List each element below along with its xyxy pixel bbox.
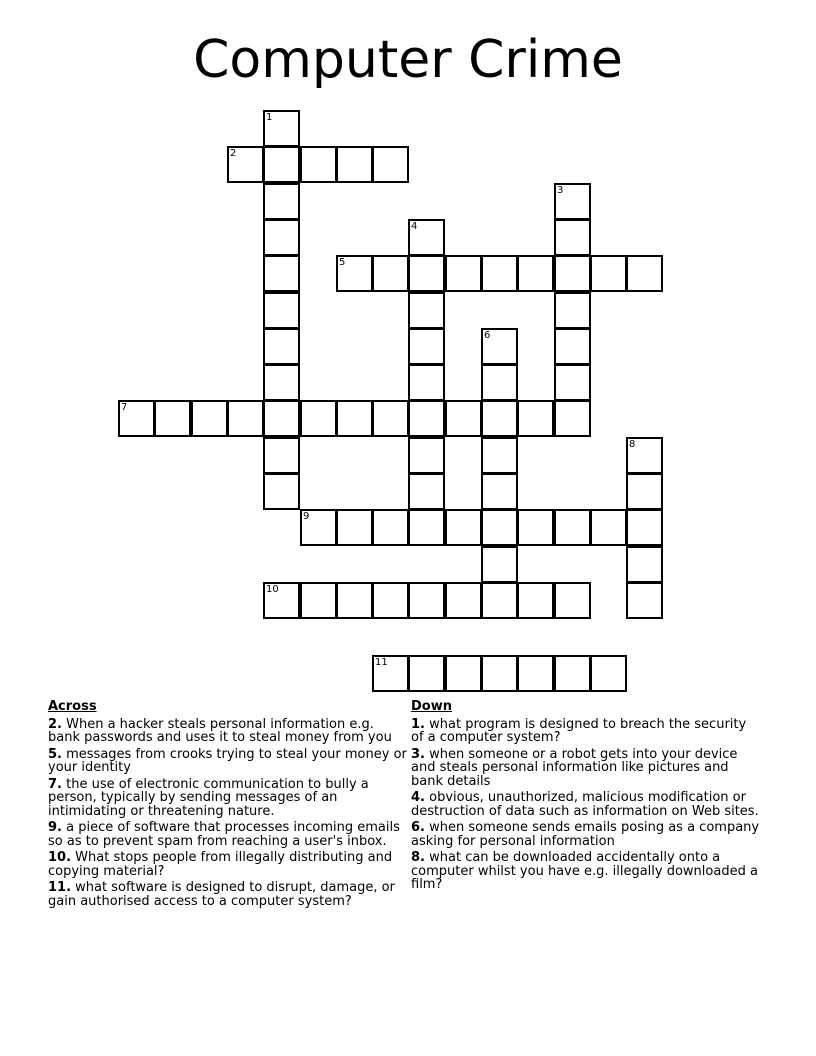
page-title: Computer Crime	[193, 30, 623, 90]
grid-cell[interactable]	[554, 582, 591, 619]
cell-number: 8	[629, 439, 636, 450]
grid-cell[interactable]	[263, 473, 300, 510]
grid-cell[interactable]	[227, 400, 264, 437]
clue-number: 5.	[48, 746, 62, 762]
clue-text: what program is designed to breach the security of a computer system?	[411, 716, 747, 745]
grid-cell[interactable]	[481, 582, 518, 619]
grid-cell[interactable]	[408, 509, 445, 546]
across-clue	[48, 778, 408, 819]
grid-cell[interactable]	[554, 255, 591, 292]
grid-cell[interactable]	[408, 655, 445, 692]
across-heading: Across	[48, 699, 97, 714]
grid-cell[interactable]	[263, 364, 300, 401]
grid-cell[interactable]	[408, 328, 445, 365]
cell-number: 9	[303, 511, 310, 522]
down-heading: Down	[411, 699, 452, 714]
grid-cell[interactable]	[300, 146, 337, 183]
grid-cell[interactable]	[517, 582, 554, 619]
clue-number: 9.	[48, 820, 62, 835]
grid-cell[interactable]	[336, 509, 373, 546]
grid-cell[interactable]	[626, 509, 663, 546]
grid-cell[interactable]	[372, 400, 409, 437]
clue-text: a piece of software that processes incoming emails so as to prevent spam from reaching a user's inbox.	[48, 820, 400, 849]
grid-cell[interactable]	[154, 400, 191, 437]
grid-cell[interactable]	[590, 655, 627, 692]
grid-cell[interactable]	[554, 219, 591, 256]
cell-number: 4	[411, 221, 418, 232]
grid-cell[interactable]	[336, 146, 373, 183]
down-clue	[411, 718, 761, 745]
grid-cell[interactable]	[227, 146, 264, 183]
clue-text: When a hacker steals personal information e.g. bank passwords and uses it to steal money from you	[48, 716, 392, 745]
grid-cell[interactable]	[408, 255, 445, 292]
grid-cell[interactable]	[336, 400, 373, 437]
grid-cell[interactable]	[408, 219, 445, 256]
grid-cell[interactable]	[408, 473, 445, 510]
clue-number: 10.	[48, 850, 72, 865]
cell-number: 2	[230, 148, 237, 159]
clue-number: 2.	[48, 716, 62, 732]
across-clue	[48, 821, 408, 848]
cell-number: 3	[557, 185, 564, 196]
grid-cell[interactable]	[481, 546, 518, 583]
grid-cell[interactable]	[590, 255, 627, 292]
grid-cell[interactable]	[481, 364, 518, 401]
clue-number: 8.	[411, 850, 425, 865]
across-clue	[48, 881, 408, 908]
grid-cell[interactable]	[445, 400, 482, 437]
clue-text: obvious, unauthorized, malicious modification or destruction of data such as information on Web sites.	[411, 790, 759, 819]
grid-cell[interactable]	[408, 364, 445, 401]
grid-cell[interactable]	[445, 582, 482, 619]
grid-cell[interactable]	[263, 400, 300, 437]
grid-cell[interactable]	[517, 655, 554, 692]
grid-cell[interactable]	[626, 255, 663, 292]
grid-cell[interactable]	[554, 364, 591, 401]
grid-cell[interactable]	[336, 255, 373, 292]
clue-text: what can be downloaded accidentally onto a computer whilst you have e.g. illegally downloaded a film?	[411, 850, 758, 892]
down-clues	[411, 700, 761, 895]
down-clue	[411, 851, 761, 892]
grid-cell[interactable]	[372, 509, 409, 546]
grid-cell[interactable]	[554, 292, 591, 329]
grid-cell[interactable]	[300, 400, 337, 437]
grid-cell[interactable]	[554, 400, 591, 437]
grid-cell[interactable]	[408, 582, 445, 619]
clue-text: What stops people from illegally distributing and copying material?	[48, 850, 393, 879]
grid-cell[interactable]	[263, 255, 300, 292]
grid-cell[interactable]	[481, 473, 518, 510]
clue-number: 6.	[411, 820, 425, 835]
down-clue	[411, 791, 761, 818]
down-clue	[411, 821, 761, 848]
grid-cell[interactable]	[263, 219, 300, 256]
grid-cell[interactable]	[118, 400, 155, 437]
cell-number: 11	[375, 657, 388, 668]
grid-cell[interactable]	[263, 437, 300, 474]
grid-cell[interactable]	[445, 255, 482, 292]
clue-text: when someone or a robot gets into your device and steals personal information like pictures and bank details	[411, 746, 738, 789]
grid-cell[interactable]	[445, 509, 482, 546]
clue-number: 7.	[48, 776, 62, 792]
grid-cell[interactable]	[517, 400, 554, 437]
grid-cell[interactable]	[300, 582, 337, 619]
grid-cell[interactable]	[481, 255, 518, 292]
grid-cell[interactable]	[372, 582, 409, 619]
clue-text: the use of electronic communication to bully a person, typically by sending messages of an intimidating or threatening nature.	[48, 776, 369, 819]
grid-cell[interactable]	[263, 328, 300, 365]
grid-cell[interactable]	[481, 400, 518, 437]
grid-cell[interactable]	[336, 582, 373, 619]
grid-cell[interactable]	[300, 509, 337, 546]
across-clue	[48, 851, 408, 878]
grid-cell[interactable]	[263, 183, 300, 220]
grid-cell[interactable]	[408, 292, 445, 329]
grid-cell[interactable]	[372, 146, 409, 183]
grid-cell[interactable]	[372, 255, 409, 292]
grid-cell[interactable]	[263, 110, 300, 147]
cell-number: 1	[266, 112, 273, 123]
clue-text: messages from crooks trying to steal your money or your identity	[48, 746, 407, 775]
grid-cell[interactable]	[481, 328, 518, 365]
cell-number: 10	[266, 584, 279, 595]
grid-cell[interactable]	[517, 509, 554, 546]
clue-number: 11.	[48, 880, 72, 895]
grid-cell[interactable]	[554, 183, 591, 220]
grid-cell[interactable]	[554, 655, 591, 692]
grid-cell[interactable]	[626, 473, 663, 510]
clue-number: 1.	[411, 716, 425, 732]
grid-cell[interactable]	[481, 655, 518, 692]
grid-cell[interactable]	[408, 400, 445, 437]
grid-cell[interactable]	[408, 437, 445, 474]
grid-cell[interactable]	[517, 255, 554, 292]
across-clue	[48, 748, 408, 775]
grid-cell[interactable]	[263, 582, 300, 619]
across-clues	[48, 700, 408, 911]
grid-cell[interactable]	[626, 437, 663, 474]
grid-cell[interactable]	[590, 509, 627, 546]
cell-number: 6	[484, 330, 491, 341]
clue-number: 3.	[411, 746, 425, 762]
grid-cell[interactable]	[372, 655, 409, 692]
clue-number: 4.	[411, 790, 425, 805]
cell-number: 5	[339, 257, 346, 268]
grid-cell[interactable]	[481, 437, 518, 474]
cell-number: 7	[121, 402, 128, 413]
grid-cell[interactable]	[554, 328, 591, 365]
grid-cell[interactable]	[626, 582, 663, 619]
grid-cell[interactable]	[626, 546, 663, 583]
grid-cell[interactable]	[481, 509, 518, 546]
grid-cell[interactable]	[554, 509, 591, 546]
grid-cell[interactable]	[445, 655, 482, 692]
grid-cell[interactable]	[191, 400, 228, 437]
clue-text: when someone sends emails posing as a company asking for personal information	[411, 820, 760, 849]
across-clue	[48, 718, 408, 745]
down-clue	[411, 748, 761, 789]
clue-text: what software is designed to disrupt, damage, or gain authorised access to a computer system?	[48, 880, 395, 909]
grid-cell[interactable]	[263, 292, 300, 329]
grid-cell[interactable]	[263, 146, 300, 183]
